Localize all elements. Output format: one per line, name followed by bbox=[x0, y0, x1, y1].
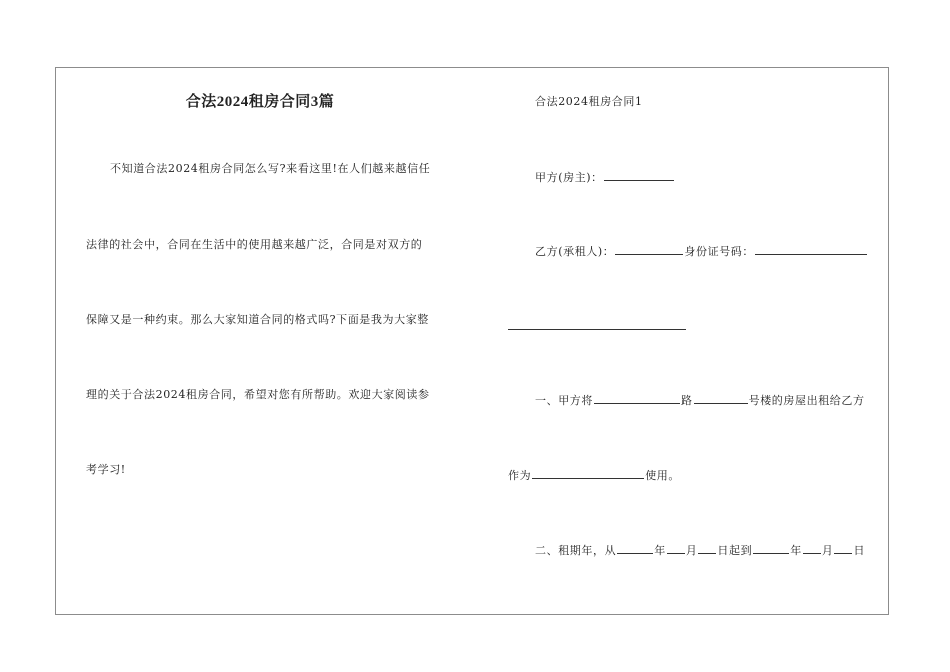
document-title: 合法2024租房合同3篇 bbox=[185, 94, 335, 110]
end-day-blank bbox=[834, 542, 852, 554]
contract-heading: 合法2024租房合同1 bbox=[535, 95, 643, 108]
paragraph-line-3: 保障又是一种约束。那么大家知道合同的格式吗?下面是我为大家整 bbox=[86, 313, 429, 326]
road-blank bbox=[594, 392, 680, 404]
day-label-2: 日 bbox=[853, 544, 866, 557]
month-label-1: 月 bbox=[685, 544, 698, 557]
year-label-2: 年 bbox=[790, 544, 802, 557]
clause-1-cont-prefix: 作为 bbox=[508, 469, 532, 482]
id-label: 身份证号码： bbox=[684, 245, 754, 258]
paragraph-line-1: 不知道合法2024租房合同怎么写?来看这里!在人们越来越信任 bbox=[110, 162, 431, 175]
end-month-blank bbox=[803, 542, 821, 554]
party-b-label: 乙方(承租人)： bbox=[535, 245, 615, 258]
page-frame bbox=[55, 67, 889, 615]
clause-2-line bbox=[535, 542, 865, 558]
clause-1-continuation bbox=[508, 467, 680, 483]
clause-1-suffix: 号楼的房屋出租给乙方 bbox=[748, 394, 865, 407]
clause-2-prefix: 二、租期年，从 bbox=[535, 544, 617, 557]
start-year-blank bbox=[617, 542, 653, 554]
building-blank bbox=[694, 392, 748, 404]
clause-1-road: 路 bbox=[681, 394, 693, 407]
clause-1-cont-suffix: 使用。 bbox=[645, 469, 681, 482]
start-month-blank bbox=[667, 542, 685, 554]
party-a-label: 甲方(房主)： bbox=[535, 171, 603, 184]
id-continuation-blank bbox=[508, 329, 686, 330]
party-a-line bbox=[535, 169, 675, 185]
party-b-blank bbox=[615, 243, 683, 255]
clause-1-prefix: 一、甲方将 bbox=[535, 394, 593, 407]
paragraph-line-5: 考学习! bbox=[86, 463, 126, 476]
paragraph-line-2: 法律的社会中，合同在生活中的使用越来越广泛，合同是对双方的 bbox=[86, 238, 423, 251]
party-b-line bbox=[535, 243, 868, 259]
year-label-1: 年 bbox=[654, 544, 666, 557]
id-blank bbox=[755, 243, 867, 255]
day-to-label: 日起到 bbox=[717, 544, 753, 557]
clause-1-line bbox=[535, 392, 865, 408]
start-day-blank bbox=[698, 542, 716, 554]
month-label-2: 月 bbox=[821, 544, 834, 557]
usage-blank bbox=[532, 467, 644, 479]
end-year-blank bbox=[753, 542, 789, 554]
party-a-blank bbox=[604, 169, 674, 181]
paragraph-line-4: 理的关于合法2024租房合同，希望对您有所帮助。欢迎大家阅读参 bbox=[86, 388, 430, 401]
